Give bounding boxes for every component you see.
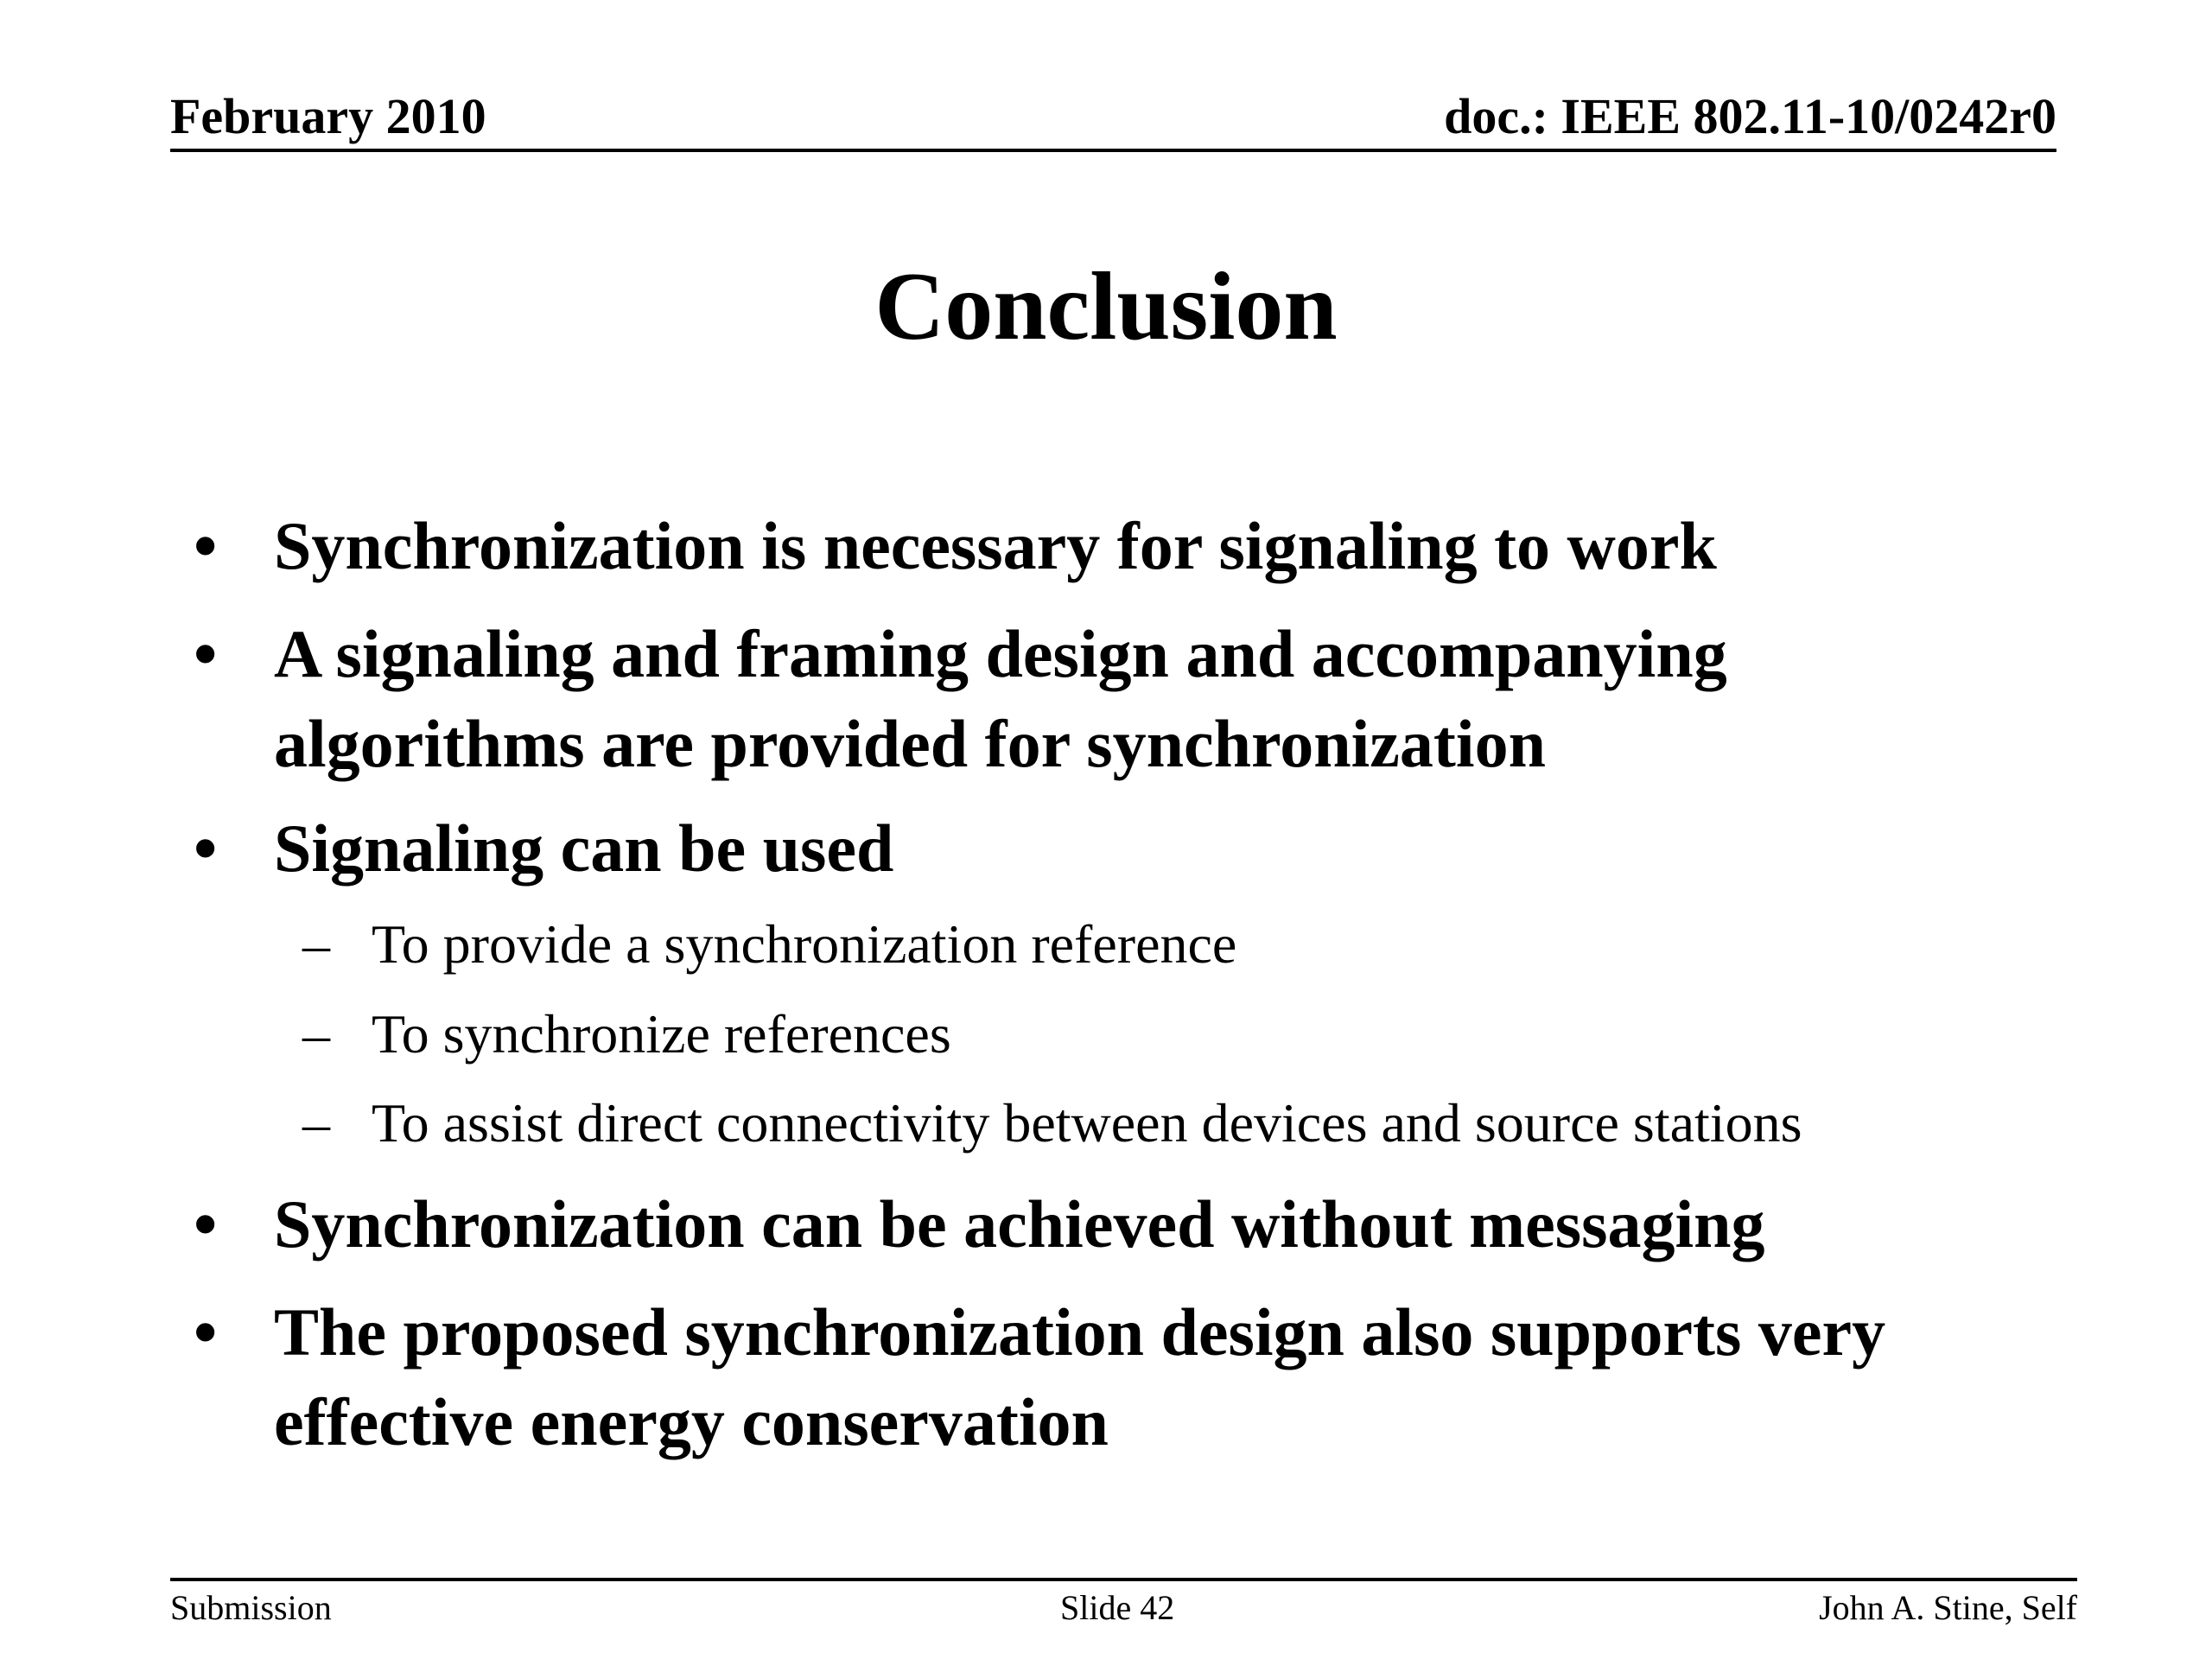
sub-bullet-marker: – [302, 1003, 330, 1065]
footer-slide-number: Slide 42 [1060, 1588, 1175, 1627]
bullet-text: Synchronization can be achieved without messaging [274, 1186, 1765, 1262]
header-doc-id: doc.: IEEE 802.11-10/0242r0 [1444, 88, 2056, 144]
slide-footer [170, 1578, 2077, 1633]
footer-author: John A. Stine, Self [1819, 1588, 2077, 1627]
footer-submission: Submission [170, 1588, 332, 1627]
slide-header [170, 85, 2056, 152]
sub-bullet-marker: – [302, 1092, 330, 1154]
bullet-text: Synchronization is necessary for signaling to work [274, 508, 1717, 583]
bullet-marker: • [194, 1294, 218, 1370]
header-date: February 2010 [170, 88, 486, 144]
bullet-text: A signaling and framing design and accompanying algorithms are provided for synchronization [274, 616, 1727, 781]
bullet-text: The proposed synchronization design also supports very effective energy conservation [274, 1294, 1886, 1459]
bullet-marker: • [194, 810, 218, 886]
bullet-marker: • [194, 1186, 218, 1262]
sub-bullet-text: To synchronize references [372, 1003, 951, 1065]
bullet-marker: • [194, 616, 218, 691]
bullet-marker: • [194, 508, 218, 583]
bullet-text: Signaling can be used [274, 810, 894, 886]
sub-bullet-text: To provide a synchronization reference [372, 913, 1237, 975]
sub-bullet-text: To assist direct connectivity between devices and source stations [372, 1092, 1802, 1154]
sub-bullet-marker: – [302, 913, 330, 975]
slide-title: Conclusion [874, 253, 1338, 360]
